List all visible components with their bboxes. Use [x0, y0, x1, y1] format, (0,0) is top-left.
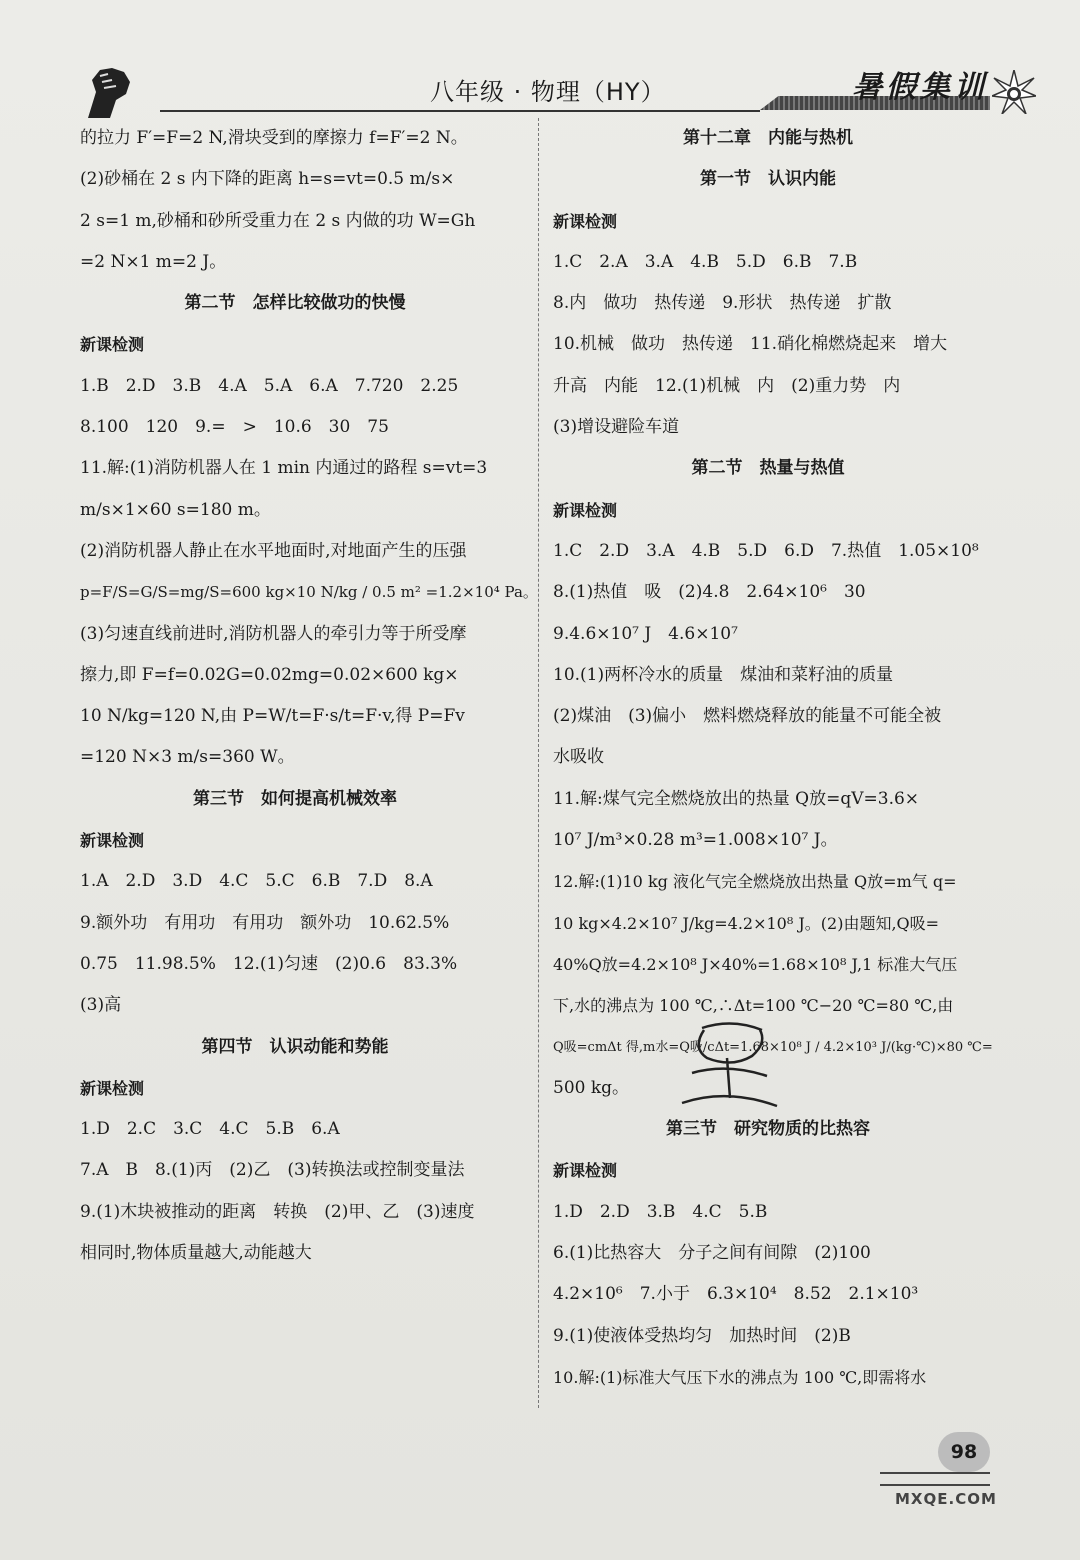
brand-text: 暑假集训	[852, 70, 988, 105]
text-line: 10⁷ J/m³×0.28 m³=1.008×10⁷ J。	[553, 830, 838, 851]
section-heading: 第二节 怎样比较做功的快慢	[184, 293, 406, 314]
text-line: 1.A 2.D 3.D 4.C 5.C 6.B 7.D 8.A	[80, 871, 433, 892]
text-line: 1.C 2.A 3.A 4.B 5.D 6.B 7.B	[553, 251, 858, 272]
text-line: =2 N×1 m=2 J。	[80, 251, 227, 272]
handwritten-stamp	[672, 1018, 782, 1113]
text-line: 12.解:(1)10 kg 液化气完全燃烧放出热量 Q放=m气 q=	[553, 872, 957, 892]
chapter-heading: 第十二章 内能与热机	[683, 128, 853, 148]
watermark: MXQE.COM	[895, 1490, 997, 1508]
column-divider	[538, 118, 540, 1408]
text-line: 8.内 做功 热传递 9.形状 热传递 扩散	[553, 293, 892, 314]
text-line: (3)增设避险车道	[553, 417, 680, 438]
section-heading: 第二节 热量与热值	[691, 458, 845, 479]
text-line: 2 s=1 m,砂桶和砂所受重力在 2 s 内做的功 W=Gh	[80, 210, 476, 231]
formula-line: Q吸=cmΔt 得,m水=Q吸/cΔt=1.68×10⁸ J / 4.2×10³ J/(kg·℃)×80 ℃=	[553, 1039, 993, 1055]
text-line: 500 kg。	[553, 1077, 630, 1098]
page-number: 98	[938, 1432, 990, 1472]
text-line: 4.2×10⁶ 7.小于 6.3×10⁴ 8.52 2.1×10³	[553, 1284, 919, 1305]
text-line: 9.额外功 有用功 有用功 额外功 10.62.5%	[80, 912, 450, 933]
text-line: 7.A B 8.(1)丙 (2)乙 (3)转换法或控制变量法	[80, 1160, 465, 1181]
section-heading: 第三节 研究物质的比热容	[666, 1119, 870, 1140]
text-line: 的拉力 F′=F=2 N,滑块受到的摩擦力 f=F′=2 N。	[80, 128, 468, 148]
formula-line: p=F/S=G/S=mg/S=600 kg×10 N/kg / 0.5 m² =1.2×10⁴ Pa。	[80, 583, 538, 602]
text-line: 水吸收	[553, 747, 604, 768]
text-line: 1.C 2.D 3.A 4.B 5.D 6.D 7.热值 1.05×10⁸	[553, 540, 979, 561]
text-line: 1.B 2.D 3.B 4.A 5.A 6.A 7.720 2.25	[80, 375, 459, 396]
text-line: 10.机械 做功 热传递 11.硝化棉燃烧起来 增大	[553, 334, 948, 355]
text-line: 10.(1)两杯冷水的质量 煤油和菜籽油的质量	[553, 664, 894, 685]
brand-logo	[760, 62, 1060, 122]
text-line: 相同时,物体质量越大,动能越大	[80, 1243, 312, 1264]
text-line: =120 N×3 m/s=360 W。	[80, 747, 295, 768]
text-line: (2)煤油 (3)偏小 燃料燃烧释放的能量不可能全被	[553, 706, 942, 727]
text-line: 1.D 2.D 3.B 4.C 5.B	[553, 1201, 768, 1222]
subheading: 新课检测	[80, 1078, 145, 1098]
text-line: 升高 内能 12.(1)机械 内 (2)重力势 内	[553, 375, 901, 396]
page-header	[60, 62, 1060, 122]
text-line: (3)匀速直线前进时,消防机器人的牵引力等于所受摩	[80, 623, 467, 644]
text-line: 8.(1)热值 吸 (2)4.8 2.64×10⁶ 30	[553, 582, 866, 603]
subheading: 新课检测	[80, 831, 145, 851]
text-line: 下,水的沸点为 100 ℃,∴Δt=100 ℃−20 ℃=80 ℃,由	[553, 996, 954, 1016]
subheading: 新课检测	[553, 500, 618, 520]
text-line: 6.(1)比热容大 分子之间有间隙 (2)100	[553, 1243, 871, 1264]
header-title: 八年级 · 物理（HY）	[430, 78, 666, 106]
text-line: 擦力,即 F=f=0.02G=0.02mg=0.02×600 kg×	[80, 664, 459, 685]
text-line: 9.4.6×10⁷ J 4.6×10⁷	[553, 623, 738, 644]
text-line: 10.解:(1)标准大气压下水的沸点为 100 ℃,即需将水	[553, 1367, 927, 1387]
text-line: 8.100 120 9.= > 10.6 30 75	[80, 417, 389, 438]
text-line: (2)砂桶在 2 s 内下降的距离 h=s=vt=0.5 m/s×	[80, 169, 455, 190]
text-line: 10 N/kg=120 N,由 P=W/t=F·s/t=F·v,得 P=Fv	[80, 706, 465, 727]
text-line: 40%Q放=4.2×10⁸ J×40%=1.68×10⁸ J,1 标准大气压	[553, 954, 958, 974]
fist-icon	[78, 62, 148, 120]
right-column	[553, 118, 993, 1398]
section-heading: 第三节 如何提高机械效率	[193, 788, 397, 809]
subheading: 新课检测	[553, 211, 618, 231]
text-line: 9.(1)木块被推动的距离 转换 (2)甲、乙 (3)速度	[80, 1201, 475, 1222]
subheading: 新课检测	[80, 335, 145, 355]
header-rule	[160, 110, 760, 112]
section-heading: 第一节 认识内能	[700, 169, 836, 190]
text-line: 9.(1)使液体受热均匀 加热时间 (2)B	[553, 1325, 851, 1346]
starburst-icon	[992, 70, 1036, 114]
text-line: (2)消防机器人静止在水平地面时,对地面产生的压强	[80, 540, 467, 561]
text-line: 11.解:煤气完全燃烧放出的热量 Q放=qV=3.6×	[553, 788, 920, 809]
text-line: 0.75 11.98.5% 12.(1)匀速 (2)0.6 83.3%	[80, 953, 458, 974]
left-column	[80, 118, 538, 1274]
page-number-rule	[880, 1472, 990, 1486]
text-line: 10 kg×4.2×10⁷ J/kg=4.2×10⁸ J。(2)由题知,Q吸=	[553, 913, 940, 933]
section-heading: 第四节 认识动能和势能	[201, 1036, 389, 1057]
text-line: 11.解:(1)消防机器人在 1 min 内通过的路程 s=vt=3	[80, 458, 488, 479]
subheading: 新课检测	[553, 1161, 618, 1181]
text-line: m/s×1×60 s=180 m。	[80, 499, 271, 520]
text-line: (3)高	[80, 995, 122, 1016]
text-line: 1.D 2.C 3.C 4.C 5.B 6.A	[80, 1119, 340, 1140]
